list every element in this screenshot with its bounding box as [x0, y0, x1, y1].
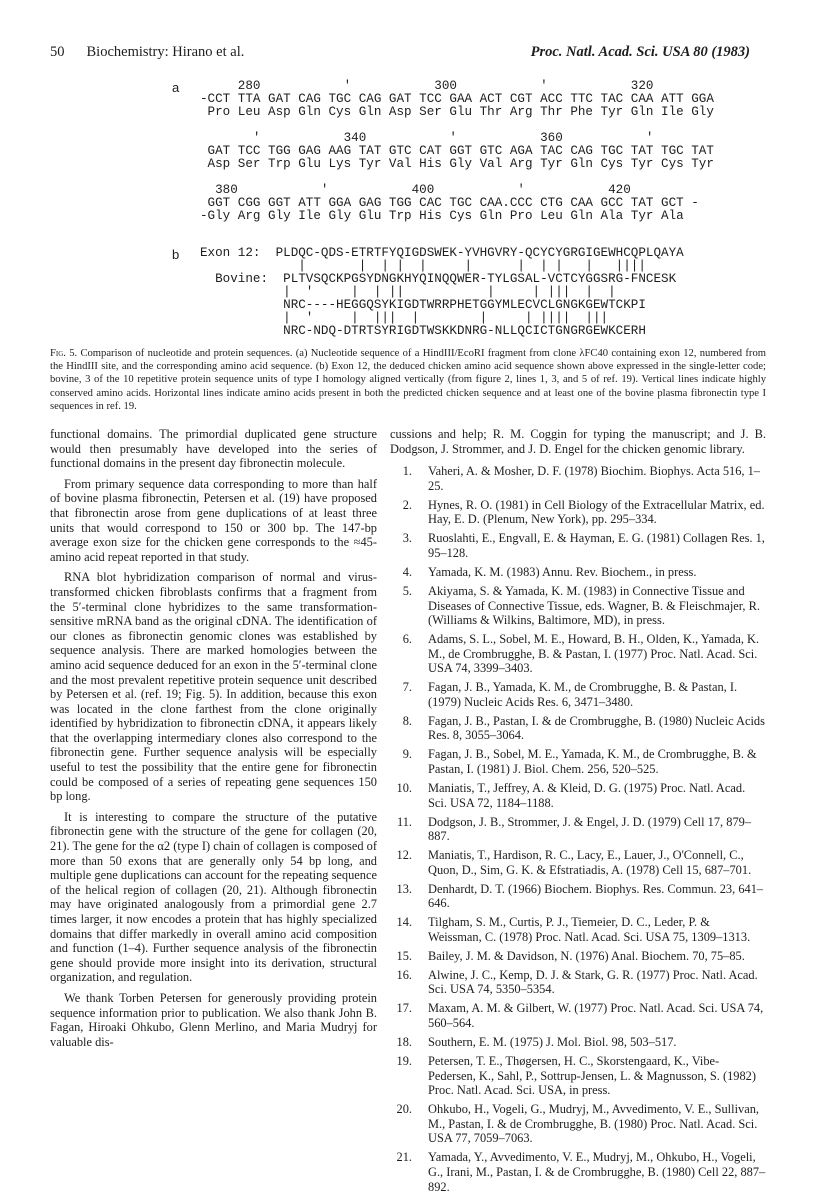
seq-line: Pro Leu Asp Gln Cys Gln Asp Ser Glu Thr Arg Thr Phe Tyr Gln Ile Gly	[200, 105, 714, 119]
seq-line: 280 ' 300 ' 320	[200, 79, 654, 93]
reference-text: Maniatis, T., Jeffrey, A. & Kleid, D. G. (1975) Proc. Natl. Acad. Sci. USA 72, 1184–1188.	[428, 780, 746, 810]
reference-number: 8.	[402, 713, 412, 728]
reference-text: Maxam, A. M. & Gilbert, W. (1977) Proc. Natl. Acad. Sci. USA 74, 560–564.	[428, 1001, 764, 1031]
reference-number: 4.	[402, 564, 412, 579]
reference-number: 16.	[396, 967, 412, 982]
reference-text: Southern, E. M. (1975) J. Mol. Biol. 98, 503–517.	[428, 1035, 677, 1050]
figure-caption	[50, 347, 766, 413]
reference-number: 3.	[402, 531, 412, 546]
alignment-line: Bovine: PLTVSQCKPGSYDNGKHYQINQQWER-TYLGSAL-VCTCYGGSRG-FNCESK	[200, 272, 677, 286]
alignment-line: NRC-NDQ-DTRTSYRIGDTWSKKDNRG-NLLQCICTGNGRGEWKCERH	[200, 324, 646, 338]
reference-list	[390, 464, 766, 1194]
reference-item	[390, 680, 766, 709]
acknowledgment: We thank Torben Petersen for generously providing protein sequence information prior to publication. We also thank John B. Fagan, Hiroaki Ohkubo, Glenn Merlino, and Maria Mudryj for valuable dis-	[50, 990, 377, 1049]
alignment-line: Exon 12: PLDQC-QDS-ETRTFYQIGDSWEK-YVHGVRY-QCYCYGRGIGEWHCQPLQAYA	[200, 246, 684, 260]
reference-text: Ruoslahti, E., Engvall, E. & Hayman, E. G. (1981) Collagen Res. 1, 95–128.	[428, 531, 765, 560]
running-header-left	[50, 44, 244, 61]
reference-number: 5.	[402, 583, 412, 598]
reference-text: Hynes, R. O. (1981) in Cell Biology of the Extracellular Matrix, ed. Hay, E. D. (Plenum, New York), pp. 295–334.	[428, 497, 765, 527]
alignment-line: | | | | | | | | | | ||||	[200, 259, 646, 273]
reference-number: 11.	[396, 814, 412, 829]
reference-text: Denhardt, D. T. (1966) Biochem. Biophys. Res. Commun. 23, 641–646.	[428, 881, 764, 911]
seq-line: ' 340 ' 360 '	[200, 131, 654, 145]
seq-line: -Gly Arg Gly Ile Gly Glu Trp His Cys Gln Pro Leu Gln Ala Tyr Ala	[200, 209, 684, 223]
seq-line: Asp Ser Trp Glu Lys Tyr Val His Gly Val Arg Tyr Gln Cys Tyr Cys Tyr	[200, 157, 714, 171]
reference-text: Yamada, K. M. (1983) Annu. Rev. Biochem., in press.	[428, 564, 697, 579]
caption-text: Comparison of nucleotide and protein sequences. (a) Nucleotide sequence of a HindIII/EcoRI fragment from clone λFC40 containing exon 12, numbered from the HindIII site, and the corresponding amino acid sequence. (b) Exon 12, the deduced chicken amino acid sequence shown above expressed in the single-letter code; bovine, 3 of the 10 repetitive protein sequence units of type I homology aligned vertically (from figure 2, lines 1, 3, and 5 of ref. 19). Vertical lines indicate highly conserved amino acids. Horizontal lines indicate amino acids present in both the predicted chicken sequence and at least one of the bovine plasma fibronectin type I sequences in ref. 19.	[50, 348, 766, 412]
seq-line: GAT TCC TGG GAG AAG TAT GTC CAT GGT GTC AGA TAC CAG TGC TAT TGC TAT	[200, 144, 714, 158]
reference-text: Fagan, J. B., Sobel, M. E., Yamada, K. M., de Crombrugghe, B. & Pastan, I. (1981) J. Biol. Chem. 256, 520–525.	[428, 747, 757, 776]
reference-item	[390, 915, 766, 944]
alignment-line: | ' | ||| | | | |||| |||	[200, 311, 609, 325]
reference-item	[390, 949, 766, 964]
reference-item	[390, 565, 766, 580]
reference-number: 7.	[402, 680, 412, 695]
reference-item	[390, 464, 766, 493]
reference-number: 12.	[396, 848, 412, 863]
reference-number: 2.	[402, 497, 412, 512]
reference-item	[390, 781, 766, 810]
reference-item	[390, 714, 766, 743]
reference-item	[390, 498, 766, 527]
paragraph: functional domains. The primordial duplicated gene structure would then presumably have developed into the series of functional domains in the present day fibronectin molecule.	[50, 427, 377, 471]
reference-text: Bailey, J. M. & Davidson, N. (1976) Anal. Biochem. 70, 75–85.	[428, 948, 745, 963]
reference-number: 21.	[396, 1150, 412, 1165]
reference-item	[390, 1102, 766, 1146]
reference-item	[390, 531, 766, 560]
seq-line: 380 ' 400 ' 420	[200, 183, 631, 197]
reference-text: Ohkubo, H., Vogeli, G., Mudryj, M., Avvedimento, V. E., Sullivan, M., Pastan, I. & de Crombrugghe, B. (1980) Proc. Natl. Acad. Sci. USA 77, 7059–7063.	[428, 1102, 759, 1146]
seq-line: -CCT TTA GAT CAG TGC CAG GAT TCC GAA ACT CGT ACC TTC TAC CAA ATT GGA	[200, 92, 714, 106]
reference-item	[390, 848, 766, 877]
reference-item	[390, 968, 766, 997]
reference-number: 13.	[396, 881, 412, 896]
reference-number: 19.	[396, 1054, 412, 1068]
paragraph: From primary sequence data corresponding to more than half of bovine plasma fibronectin, Petersen et al. (19) have proposed that fibronectin arose from gene duplications of at least three units that would correspond to 150 or 300 bp. The 147-bp average exon size for the chicken gene corresponds to the ≈45-amino acid repeat reported in that study.	[50, 476, 377, 564]
reference-text: Fagan, J. B., Pastan, I. & de Crombrugghe, B. (1980) Nucleic Acids Res. 8, 3055–3064.	[428, 713, 765, 743]
paragraph: It is interesting to compare the structure of the putative fibronectin gene with the structure of the gene for collagen (20, 21). The gene for the α2 (type I) chain of collagen is composed of more than 50 exons that are generally only 54 bp long, and multiple gene duplications can account for the repeating sequence of the helical region of collagen (20, 21). Although fibronectin may have originated analogously from a primordial gene 2.7 times larger, it now encodes a protein that has highly specialized domains that differ markedly in overall amino acid composition and function (1–4). Further sequence analysis of the fibronectin gene should provide more insight into its derivation, structural organization, and regulation.	[50, 809, 377, 985]
reference-text: Dodgson, J. B., Strommer, J. & Engel, J. D. (1979) Cell 17, 879–887.	[428, 814, 752, 844]
journal-citation: Proc. Natl. Acad. Sci. USA 80 (1983)	[530, 44, 750, 60]
reference-text: Tilgham, S. M., Curtis, P. J., Tiemeier, D. C., Leder, P. & Weissman, C. (1978) Proc. Natl. Acad. Sci. USA 75, 1309–1313.	[428, 915, 751, 944]
acknowledgment-continued: cussions and help; R. M. Coggin for typing the manuscript; and J. B. Dodgson, J. Strommer, and J. D. Engel for the chicken genomic library.	[390, 427, 766, 456]
paragraph: RNA blot hybridization comparison of normal and virus-transformed chicken fibroblasts confirms that a fragment from the 5′-terminal clone hybridizes to the same transformation-sensitive mRNA band as the original cDNA. The identification of our clones as fibronectin genomic clones was established by sequence analysis. There are marked homologies between the amino acid sequence deduced for an exon in the 5′-terminal clone and the most prevalent repetitive protein sequence unit described by Petersen et al. (ref. 19; Fig. 5). In addition, because this exon was located in the clone farthest from the clone originally identified by hybridization to fibronectin cDNA, it appears likely that the overlapping intermediary clones also correspond to the fibronectin gene. Further sequence analysis will be especially useful to test the possibility that the entire gene for fibronectin could be composed of a series of repeating gene sequences 150 bp long.	[50, 570, 377, 804]
body-left-column	[50, 427, 377, 1055]
reference-item	[390, 815, 766, 844]
page-number: 50	[50, 44, 65, 60]
reference-text: Yamada, Y., Avvedimento, V. E., Mudryj, M., Ohkubo, H., Vogeli, G., Irani, M., Pastan, I. & de Crombrugghe, B. (1980) Cell 22, 887–892.	[428, 1150, 766, 1194]
alignment-line: | ' | | || | | ||| | |	[200, 285, 616, 299]
reference-text: Maniatis, T., Hardison, R. C., Lacy, E., Lauer, J., O'Connell, C., Quon, D., Sim, G. K. & Efstratiadis, A. (1978) Cell 15, 687–701.	[428, 848, 752, 877]
reference-text: Fagan, J. B., Yamada, K. M., de Crombrugghe, B. & Pastan, I. (1979) Nucleic Acids Res. 6, 3471–3480.	[428, 680, 738, 709]
reference-number: 20.	[396, 1102, 412, 1117]
figure-label: Fig. 5.	[50, 348, 78, 359]
reference-number: 15.	[396, 948, 412, 963]
reference-number: 6.	[402, 632, 412, 647]
alignment-line: NRC----HEGGQSYKIGDTWRRPHETGGYMLECVCLGNGKGEWTCKPI	[200, 298, 646, 312]
reference-text: Adams, S. L., Sobel, M. E., Howard, B. H., Olden, K., Yamada, K. M., de Crombrugghe, B. & Pastan, I. (1977) Proc. Natl. Acad. Sci. USA 74, 3399–3403.	[428, 632, 760, 676]
reference-text: Alwine, J. C., Kemp, D. J. & Stark, G. R. (1977) Proc. Natl. Acad. Sci. USA 74, 5350–5354.	[428, 967, 758, 997]
reference-item	[390, 632, 766, 676]
reference-text: Vaheri, A. & Mosher, D. F. (1978) Biochim. Biophys. Acta 516, 1–25.	[428, 464, 761, 493]
reference-item	[390, 1001, 766, 1030]
reference-item	[390, 584, 766, 628]
reference-number: 1.	[402, 464, 412, 479]
reference-item	[390, 1035, 766, 1050]
running-title: Biochemistry: Hirano et al.	[86, 44, 245, 60]
panel-a-label: a	[172, 80, 180, 95]
reference-number: 18.	[396, 1035, 412, 1050]
reference-number: 17.	[396, 1001, 412, 1016]
references-column	[390, 427, 766, 1199]
reference-item	[390, 882, 766, 911]
reference-item	[390, 1150, 766, 1194]
reference-text: Akiyama, S. & Yamada, K. M. (1983) in Connective Tissue and Diseases of Connective Tissue, eds. Wagner, B. & Fleischmajer, R. (Williams & Wilkins, Baltimore, MD), in press.	[428, 583, 760, 628]
seq-line: GGT CGG GGT ATT GGA GAG TGG CAC TGC CAA.CCC CTG CAA GCC TAT GCT -	[200, 196, 699, 210]
reference-number: 9.	[402, 747, 412, 762]
reference-item	[390, 747, 766, 776]
reference-text: Petersen, T. E., Thøgersen, H. C., Skorstengaard, K., Vibe-Pedersen, K., Sahl, P., Sottrup-Jensen, L. & Magnusson, S. (1982) Proc. Natl. Acad. Sci. USA, in press.	[428, 1054, 756, 1098]
reference-number: 14.	[396, 915, 412, 930]
panel-b-label: b	[172, 247, 180, 262]
reference-number: 10.	[396, 780, 412, 795]
